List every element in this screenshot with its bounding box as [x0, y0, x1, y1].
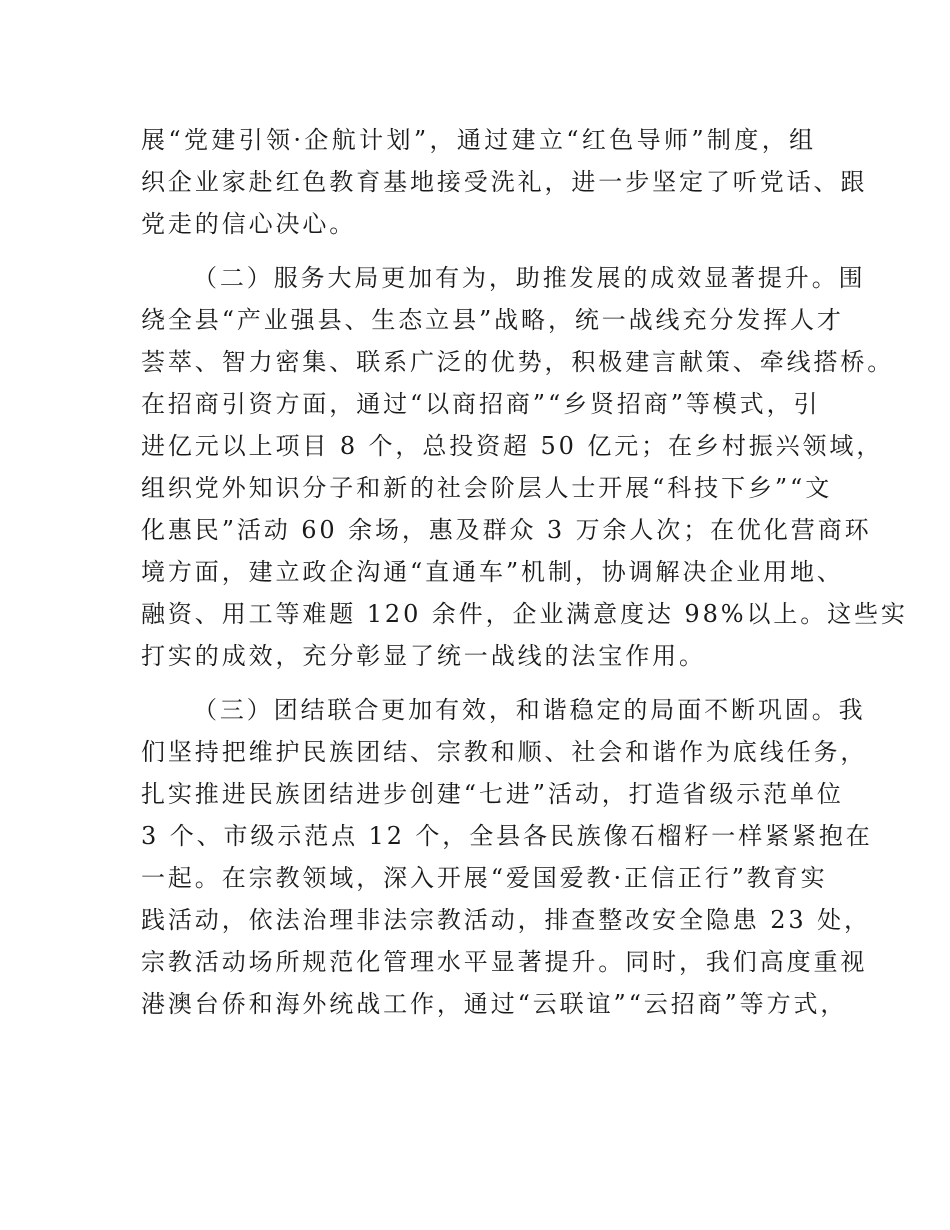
text-line: 在招商引资方面，通过“以商招商”“乡贤招商”等模式，引 [141, 390, 821, 418]
text-line: 扎实推进民族团结进步创建“七进”活动，打造省级示范单位 [141, 780, 844, 808]
text-line: 进亿元以上项目 8 个，总投资超 50 亿元；在乡村振兴领域， [141, 432, 884, 460]
paragraph-section-2 [141, 257, 908, 677]
text-line: 宗教活动场所规范化管理水平显著提升。同时，我们高度重视 [141, 948, 868, 976]
text-line: 一起。在宗教领域，深入开展“爱国爱教·正信正行”教育实 [141, 864, 828, 892]
text-line: 打实的成效，充分彰显了统一战线的法宝作用。 [141, 642, 706, 670]
document-page [141, 119, 908, 1037]
text-line: 党走的信心决心。 [141, 210, 357, 238]
text-line: 港澳台侨和海外统战工作，通过“云联谊”“云招商”等方式， [141, 990, 848, 1018]
paragraph-continuation [141, 119, 868, 245]
text-line: 践活动，依法治理非法宗教活动，排查整改安全隐患 23 处， [141, 906, 871, 934]
paragraph-section-3 [141, 689, 873, 1025]
text-line: 3 个、市级示范点 12 个，全县各民族像石榴籽一样紧紧抱在 [141, 822, 873, 850]
text-line: 织企业家赴红色教育基地接受洗礼，进一步坚定了听党话、跟 [141, 168, 868, 196]
text-line: 境方面，建立政企沟通“直通车”机制，协调解决企业用地、 [141, 558, 844, 586]
text-line: 荟萃、智力密集、联系广泛的优势，积极建言献策、牵线搭桥。 [141, 348, 895, 376]
text-line: 们坚持把维护民族团结、宗教和顺、社会和谐作为底线任务， [141, 738, 868, 766]
section-heading-line: （三）团结联合更加有效，和谐稳定的局面不断巩固。我 [193, 696, 866, 724]
text-line: 融资、用工等难题 120 余件，企业满意度达 98%以上。这些实 [141, 600, 908, 628]
text-line: 化惠民”活动 60 余场，惠及群众 3 万余人次；在优化营商环 [141, 516, 872, 544]
text-line: 绕全县“产业强县、生态立县”战略，统一战线充分发挥人才 [141, 306, 844, 334]
text-line: 展“党建引领·企航计划”，通过建立“红色导师”制度，组 [141, 126, 816, 154]
section-heading-line: （二）服务大局更加有为，助推发展的成效显著提升。围 [193, 264, 866, 292]
text-line: 组织党外知识分子和新的社会阶层人士开展“科技下乡”“文 [141, 474, 833, 502]
